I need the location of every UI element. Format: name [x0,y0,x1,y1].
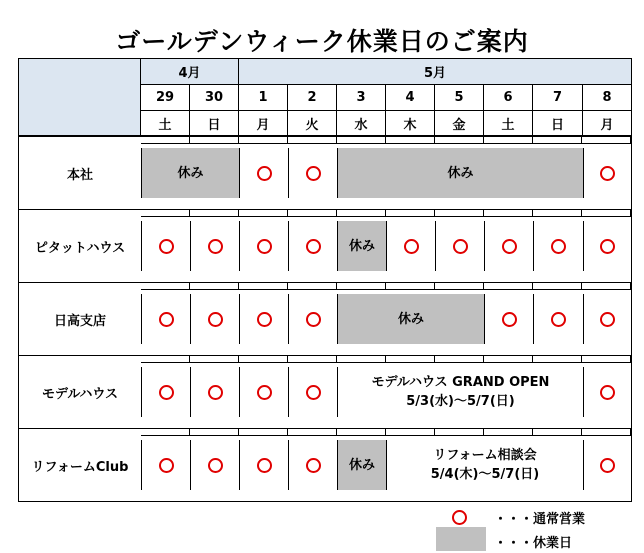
event-title: リフォーム相談会 [433,448,537,463]
closed-cell: 休み [337,148,583,198]
row-top-stripe [141,429,631,436]
day-3: 3 [336,84,386,111]
event-dates: 5/3(水)～5/7(日) [406,394,515,409]
row-label: ピタットハウス [34,240,126,256]
dow-30: 日 [189,110,239,136]
open-circle-icon [257,458,272,473]
row-label: モデルハウス [41,386,119,402]
row-label: リフォームClub [31,459,129,475]
event-cell [386,440,583,490]
month-april: 4月 [140,58,239,85]
open-circle-icon [159,239,174,254]
day-2: 2 [287,84,337,111]
closed-cell: 休み [337,294,484,344]
closed-cell: 休み [337,440,386,490]
open-circle-icon [306,385,321,400]
open-circle-icon [551,312,566,327]
open-circle-icon [404,239,419,254]
open-circle-icon [159,458,174,473]
open-cell [583,221,631,271]
event-title: モデルハウス GRAND OPEN [371,375,550,390]
open-cell [141,440,190,490]
legend-closed-label: ・・・休業日 [494,536,573,551]
open-circle-icon [600,166,615,181]
open-cell [239,367,288,417]
open-circle-icon [502,312,517,327]
open-circle-icon [306,458,321,473]
row-top-stripe [141,283,631,290]
open-circle-icon [257,385,272,400]
row-honsha [18,136,632,210]
open-cell [288,294,337,344]
open-circle-icon [551,239,566,254]
open-circle-icon [600,239,615,254]
header-corner [18,58,141,136]
day-29: 29 [140,84,190,111]
row-reform-club [18,428,632,502]
day-1: 1 [238,84,288,111]
open-cell [435,221,484,271]
dow-2: 火 [287,110,337,136]
open-circle-icon [208,312,223,327]
page-title: ゴールデンウィーク休業日のご案内 [115,27,529,56]
row-top-stripe [141,137,631,144]
open-cell [583,148,631,198]
row-top-stripe [141,210,631,217]
open-cell [288,148,337,198]
open-cell [288,221,337,271]
open-circle-icon [306,166,321,181]
open-cell [141,294,190,344]
open-cell [190,440,239,490]
row-label: 本社 [66,167,93,183]
open-cell [239,294,288,344]
open-circle-icon [257,166,272,181]
dow-1: 月 [238,110,288,136]
open-circle-icon [159,385,174,400]
open-cell [533,294,583,344]
dow-8: 月 [582,110,632,136]
open-cell [239,440,288,490]
open-circle-icon [306,312,321,327]
day-5: 5 [434,84,484,111]
open-circle-icon [600,312,615,327]
row-hidaka [18,282,632,356]
event-dates: 5/4(木)～5/7(日) [430,467,540,482]
legend-open-label: ・・・通常営業 [494,512,586,527]
dow-6: 土 [483,110,533,136]
day-30: 30 [189,84,239,111]
open-cell [583,440,631,490]
open-circle-icon [453,239,468,254]
row-pitat [18,209,632,283]
day-6: 6 [483,84,533,111]
open-circle-icon [257,239,272,254]
open-cell [386,221,435,271]
open-cell [190,221,239,271]
open-circle-icon [600,458,615,473]
dow-4: 木 [385,110,435,136]
open-cell [484,221,533,271]
open-cell [141,221,190,271]
closed-cell: 休み [141,148,239,198]
open-cell [141,367,190,417]
open-circle-icon [208,239,223,254]
dow-5: 金 [434,110,484,136]
closed-cell: 休み [337,221,386,271]
open-cell [190,367,239,417]
day-4: 4 [385,84,435,111]
open-cell [583,367,631,417]
open-cell [239,148,288,198]
open-cell [288,367,337,417]
open-circle-icon [306,239,321,254]
dow-7: 日 [532,110,583,136]
open-circle-icon [600,385,615,400]
day-8: 8 [582,84,632,111]
open-circle-icon [502,239,517,254]
open-circle-icon [257,312,272,327]
row-label: 日高支店 [53,313,106,329]
legend-closed-swatch [436,527,486,551]
row-model-house [18,355,632,429]
open-circle-icon [208,385,223,400]
event-cell [337,367,583,417]
month-may: 5月 [238,58,632,85]
day-7: 7 [532,84,583,111]
open-cell [583,294,631,344]
open-cell [533,221,583,271]
row-top-stripe [141,356,631,363]
open-cell [239,221,288,271]
open-cell [484,294,533,344]
dow-29: 土 [140,110,190,136]
open-cell [190,294,239,344]
open-circle-icon [208,458,223,473]
legend-open-circle-icon [452,510,467,525]
open-cell [288,440,337,490]
open-circle-icon [159,312,174,327]
dow-3: 水 [336,110,386,136]
